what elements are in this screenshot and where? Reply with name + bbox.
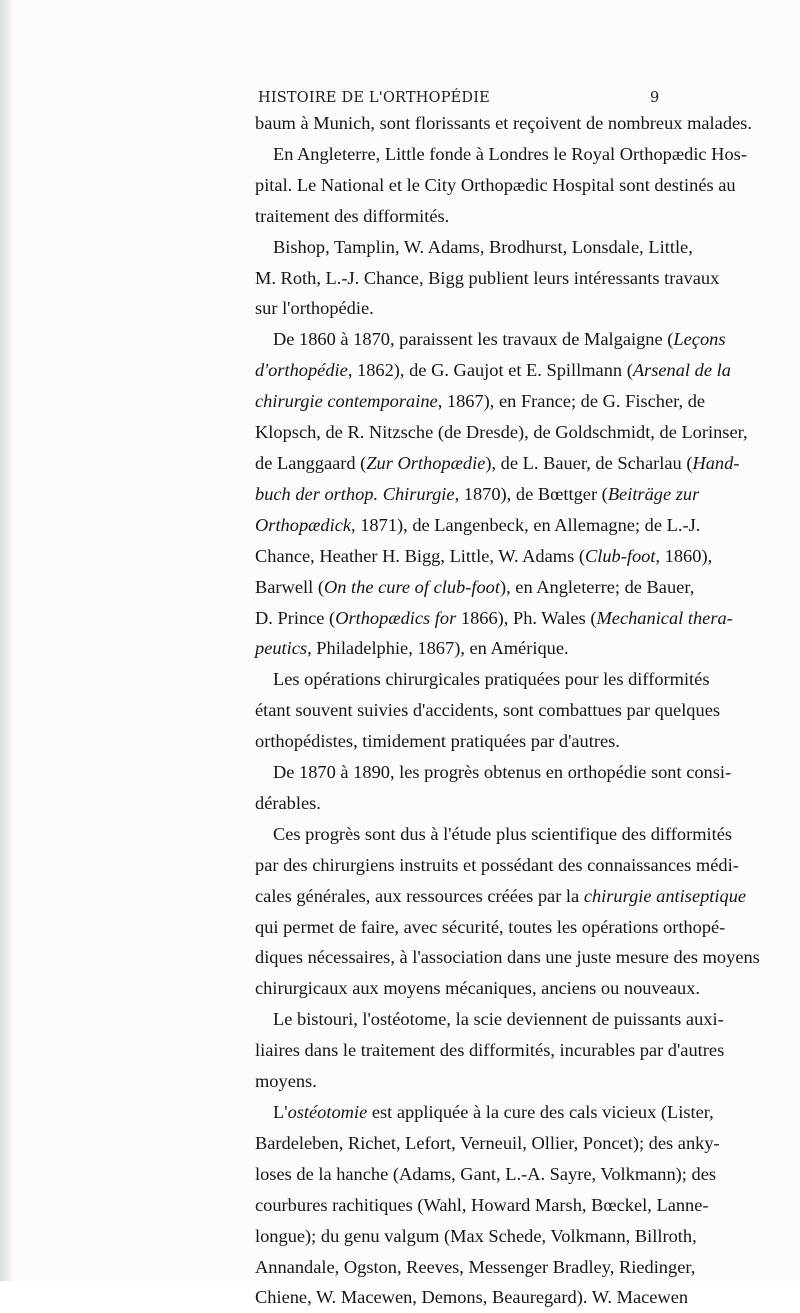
text-line (255, 293, 665, 324)
text-line (255, 850, 739, 881)
text-line (255, 355, 731, 386)
text-run: chirurgicaux aux moyens mécaniques, anciens ou nouveaux. (255, 978, 700, 999)
text-line (255, 1097, 714, 1128)
paragraph (255, 232, 720, 325)
text-run: courbures rachitiques (Wahl, Howard Marsh, Bœckel, Lanne- (255, 1194, 709, 1215)
text-run: En Angleterre, Little fonde à Londres le Royal Orthopædic Hos- (273, 143, 747, 164)
running-title: HISTOIRE DE L'ORTHOPÉDIE (258, 90, 490, 106)
text-run: par des chirurgiens instruits et possédant des connaissances médi- (255, 854, 739, 875)
text-run: Zur Orthopædie (366, 452, 486, 473)
text-line (255, 757, 732, 788)
text-line (255, 541, 713, 572)
text-run: étant souvent suivies d'accidents, sont combattues par quelques (255, 700, 721, 721)
text-line (255, 1004, 724, 1035)
text-line (255, 1282, 689, 1313)
text-run: Barwell ( (255, 576, 324, 597)
text-run: Le bistouri, l'ostéotome, la scie deviennent de puissants auxi- (273, 1009, 724, 1030)
page-edge-shadow (0, 0, 14, 1281)
text-run: de Langgaard ( (255, 452, 367, 473)
text-run: est appliquée à la cure des cals vicieux (Lister, (367, 1102, 714, 1122)
text-run: On the cure of club-foot (323, 576, 500, 597)
text-run: diques nécessaires, à l'association dans une juste mesure des moyens (255, 947, 760, 968)
text-run: ), en Angleterre; de Bauer, (499, 576, 695, 597)
text-run: , 1867), en France; de G. Fischer, de (437, 391, 706, 412)
text-line (255, 695, 721, 726)
text-run: peutics (255, 638, 308, 659)
text-run: Club-foot (584, 545, 656, 566)
text-run: cales générales, aux ressources créées par la (255, 885, 584, 906)
body-text (255, 108, 760, 1313)
text-run: qui permet de faire, avec sécurité, toutes les opérations orthopé- (255, 916, 726, 937)
text-run: , 1860), (655, 545, 713, 566)
text-run: M. Roth, L.-J. Chance, Bigg publient leurs intéressants travaux (255, 267, 720, 288)
text-run: Bardeleben, Richet, Lefort, Verneuil, Ollier, Poncet); des anky- (255, 1132, 720, 1153)
paragraph (255, 757, 732, 819)
text-line (255, 479, 700, 510)
text-line (255, 633, 665, 664)
page-number: 9 (650, 90, 660, 106)
text-run: dérables. (255, 792, 321, 813)
text-line (255, 139, 747, 170)
text-line (255, 1159, 717, 1190)
text-run: De 1870 à 1890, les progrès obtenus en orthopédie sont consi- (273, 762, 732, 783)
text-run: , Philadelphie, 1867), en Amérique. (307, 638, 569, 659)
text-run: traitement des difformités. (255, 205, 450, 226)
text-line (255, 510, 701, 541)
paragraph (255, 819, 760, 1004)
text-run: sur l'orthopédie. (255, 298, 374, 319)
text-line (255, 324, 726, 355)
text-line (255, 232, 693, 263)
text-run: pital. Le National et le City Orthopædic Hospital sont destinés au (255, 174, 736, 195)
text-line (255, 1190, 709, 1221)
paragraph (255, 324, 748, 664)
text-line (255, 1066, 665, 1097)
text-run: loses de la hanche (Adams, Gant, L.-A. Sayre, Volkmann); des (255, 1163, 717, 1184)
text-line (255, 572, 695, 603)
text-run: L' (273, 1102, 288, 1122)
text-run: Ces progrès sont dus à l'étude plus scientifique des difformités (273, 823, 733, 844)
text-run: orthopédistes, timidement pratiquées par d'autres. (255, 731, 620, 752)
text-line (255, 170, 736, 201)
text-run: liaires dans le traitement des difformités, incurables par d'autres (255, 1040, 725, 1061)
text-line (255, 1252, 696, 1283)
text-line (255, 603, 733, 634)
text-line (255, 788, 665, 819)
text-run: chirurgie antiseptique (583, 885, 747, 906)
paragraph (255, 664, 721, 757)
text-line (255, 201, 665, 232)
text-run: buch der orthop. Chirurgie (255, 483, 455, 504)
text-line (255, 973, 700, 1004)
text-line (255, 1035, 725, 1066)
text-run: chirurgie contemporaine (255, 391, 438, 412)
paragraph (255, 139, 747, 232)
text-run: Arsenal de la (632, 360, 731, 381)
text-run: Beiträge zur (607, 483, 700, 504)
text-line (255, 1221, 697, 1252)
text-line (255, 448, 740, 479)
text-run: Orthopædics for (335, 607, 457, 628)
text-line (255, 417, 748, 448)
text-run: D. Prince ( (255, 607, 336, 628)
text-line (255, 263, 720, 294)
text-run: longue); du genu valgum (Max Schede, Volkmann, Billroth, (255, 1225, 697, 1246)
text-run: Leçons (673, 329, 726, 350)
text-run: baum à Munich, sont florissants et reçoivent de nombreux malades. (255, 113, 752, 133)
text-line (255, 912, 726, 943)
text-line (255, 108, 752, 139)
text-run: Chance, Heather H. Bigg, Little, W. Adams ( (255, 545, 585, 566)
text-run: ostéotomie (287, 1102, 368, 1122)
text-run: Annandale, Ogston, Reeves, Messenger Bradley, Riedinger, (255, 1256, 696, 1277)
text-run: De 1860 à 1870, paraissent les travaux de Malgaigne ( (273, 329, 674, 350)
text-run: 1866), Ph. Wales ( (456, 607, 597, 628)
text-line (255, 664, 710, 695)
text-run: ), de L. Bauer, de Scharlau ( (485, 452, 693, 473)
paragraph (255, 108, 752, 139)
text-run: , 1870), de Bœttger ( (454, 483, 608, 504)
text-run: Mechanical thera- (596, 607, 733, 628)
text-run: Les opérations chirurgicales pratiquées pour les difformités (273, 669, 710, 690)
text-line (255, 881, 747, 912)
text-run: Orthopædick (255, 514, 352, 535)
text-run: moyens. (255, 1071, 317, 1092)
text-run: Bishop, Tamplin, W. Adams, Brodhurst, Lonsdale, Little, (273, 236, 693, 257)
text-run: , 1862), de G. Gaujot et E. Spillmann ( (347, 360, 633, 381)
text-run: Hand- (692, 452, 740, 473)
text-run: Chiene, W. Macewen, Demons, Beauregard). W. Macewen (255, 1287, 689, 1308)
text-run: , 1871), de Langenbeck, en Allemagne; de L.-J. (351, 514, 701, 535)
text-run: Klopsch, de R. Nitzsche (de Dresde), de Goldschmidt, de Lorinser, (255, 422, 748, 443)
text-line (255, 1128, 720, 1159)
text-line (255, 726, 665, 757)
paragraph (255, 1097, 720, 1313)
text-line (255, 942, 760, 973)
text-line (255, 386, 706, 417)
text-line (255, 819, 733, 850)
paragraph (255, 1004, 725, 1097)
text-run: d'orthopédie (255, 360, 348, 381)
